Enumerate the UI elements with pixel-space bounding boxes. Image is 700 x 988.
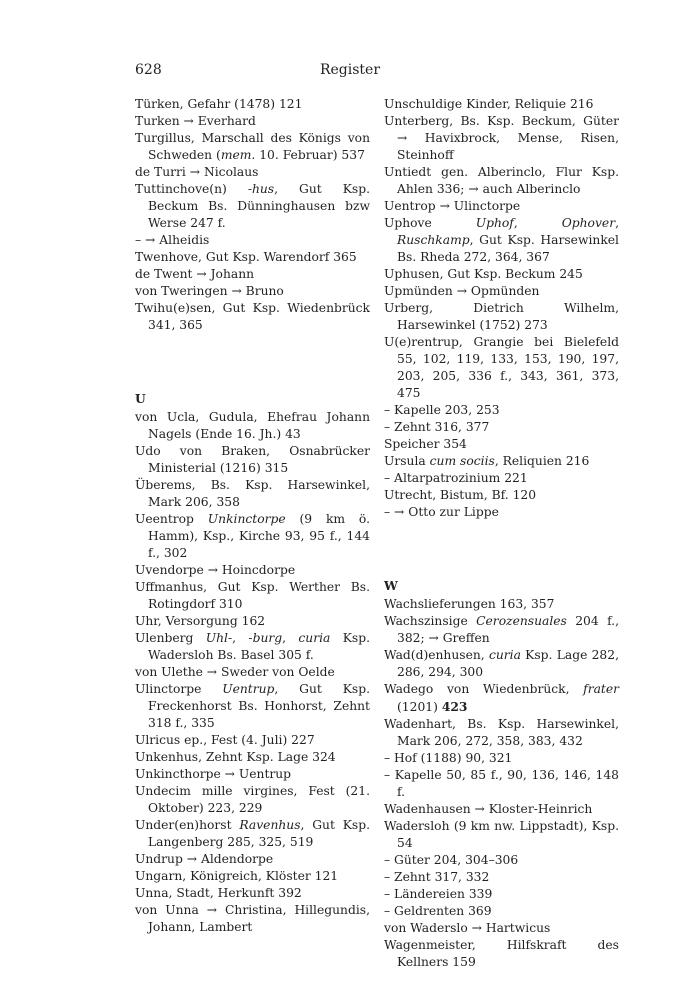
running-head: Register xyxy=(319,62,381,78)
index-entry: Ulinctorpe Uentrup, Gut Ksp. Freckenhorst Bs. Honhorst, Zehnt 318 f., 335 xyxy=(135,682,370,730)
index-entry: Ulricus ep., Fest (4. Juli) 227 xyxy=(135,733,315,747)
index-entry: Uphusen, Gut Ksp. Beckum 245 xyxy=(384,267,583,281)
index-entry: Wadego von Wiedenbrück, frater (1201) 423 xyxy=(384,682,619,714)
index-entry: – Güter 204, 304–306 xyxy=(384,853,519,867)
index-entry: von Ulethe → Sweder von Oelde xyxy=(135,665,335,679)
index-entry: – Ländereien 339 xyxy=(384,887,493,901)
index-entry: von Waderslo → Hartwicus xyxy=(384,921,551,935)
index-entry: von Ucla, Gudula, Ehefrau Johann Nagels (Ende 16. Jh.) 43 xyxy=(135,410,370,441)
index-entry: Wad(d)enhusen, curia Ksp. Lage 282, 286, 294, 300 xyxy=(384,648,619,679)
index-entry: Überems, Bs. Ksp. Harsewinkel, Mark 206, 358 xyxy=(135,478,370,509)
index-entry: – → Alheidis xyxy=(135,233,210,247)
index-entry: Wadenhausen → Kloster-Heinrich xyxy=(384,802,593,816)
index-entry: Ursula cum sociis, Reliquien 216 xyxy=(384,454,590,468)
index-entry: Ueentrop Unkinctorpe (9 km ö. Hamm), Ksp., Kirche 93, 95 f., 144 f., 302 xyxy=(135,512,370,560)
index-entry: Wagenmeister, Hilfskraft des Kellners 159 xyxy=(384,938,619,969)
index-entry: Uphove Uphof, Ophover, Ruschkamp, Gut Ksp. Harsewinkel Bs. Rheda 272, 364, 367 xyxy=(384,216,619,264)
index-entry: Ulenberg Uhl-, -burg, curia Ksp. Wadersloh Bs. Basel 305 f. xyxy=(135,631,370,662)
index-entry: von Unna → Christina, Hillegundis, Johann, Lambert xyxy=(135,903,370,934)
index-entry: U(e)rentrup, Grangie bei Bielefeld 55, 102, 119, 133, 153, 190, 197, 203, 205, 336 f., 343, 361, 373, 475 xyxy=(384,335,619,400)
index-entry: Uentrop → Ulinctorpe xyxy=(384,199,521,213)
index-entry: Urberg, Dietrich Wilhelm, Harsewinkel (1752) 273 xyxy=(384,301,619,332)
index-entry: Türken, Gefahr (1478) 121 xyxy=(135,97,303,111)
index-entry: de Twent → Johann xyxy=(135,267,255,281)
index-entry: Undecim mille virgines, Fest (21. Oktober) 223, 229 xyxy=(135,784,370,815)
index-entry: – Kapelle 203, 253 xyxy=(384,403,500,417)
index-entry: Unschuldige Kinder, Reliquie 216 xyxy=(384,97,594,111)
index-entry: de Turri → Nicolaus xyxy=(135,165,259,179)
index-entry: Twihu(e)sen, Gut Ksp. Wiedenbrück 341, 365 xyxy=(135,301,370,332)
section-letter-heading: W xyxy=(384,578,398,593)
index-entry: Ungarn, Königreich, Klöster 121 xyxy=(135,869,339,883)
index-entry: Uhr, Versorgung 162 xyxy=(135,614,266,628)
index-entry: Utrecht, Bistum, Bf. 120 xyxy=(384,488,537,502)
index-entry: Unkincthorpe → Uentrup xyxy=(135,767,292,781)
section-letter-heading: U xyxy=(135,391,146,406)
index-entry: Untiedt gen. Alberinclo, Flur Ksp. Ahlen 336; → auch Alberinclo xyxy=(384,165,619,196)
index-entry: Twenhove, Gut Ksp. Warendorf 365 xyxy=(135,250,357,264)
index-entry: Udo von Braken, Osnabrücker Ministerial (1216) 315 xyxy=(135,444,370,475)
index-entry: Unterberg, Bs. Ksp. Beckum, Güter → Havixbrock, Mense, Risen, Steinhoff xyxy=(384,114,619,162)
section-gap xyxy=(384,521,619,549)
index-entry: Under(en)horst Ravenhus, Gut Ksp. Langenberg 285, 325, 519 xyxy=(135,818,370,849)
index-entry: Uvendorpe → Hoincdorpe xyxy=(135,563,296,577)
index-entry: Upmünden → Opmünden xyxy=(384,284,540,298)
index-entry: – → Otto zur Lippe xyxy=(384,505,499,519)
index-entry: – Kapelle 50, 85 f., 90, 136, 146, 148 f. xyxy=(384,768,619,799)
index-entry: von Tweringen → Bruno xyxy=(135,284,284,298)
index-entry: Wachslieferungen 163, 357 xyxy=(384,597,555,611)
index-entry: Turken → Everhard xyxy=(135,114,256,128)
index-entry: Speicher 354 xyxy=(384,437,467,451)
section-gap xyxy=(135,334,370,362)
index-entry: Wachszinsige Cerozensuales 204 f., 382; → Greffen xyxy=(384,614,619,645)
index-entry: – Geldrenten 369 xyxy=(384,904,492,918)
left-column xyxy=(135,96,370,936)
page-number: 628 xyxy=(135,62,162,78)
right-column xyxy=(384,96,619,971)
index-entry: – Hof (1188) 90, 321 xyxy=(384,751,513,765)
index-entry: Unkenhus, Zehnt Ksp. Lage 324 xyxy=(135,750,336,764)
index-entry: Unna, Stadt, Herkunft 392 xyxy=(135,886,302,900)
section-gap xyxy=(135,362,370,390)
section-gap xyxy=(384,549,619,577)
index-entry: – Zehnt 316, 377 xyxy=(384,420,490,434)
index-entry: Wadersloh (9 km nw. Lippstadt), Ksp. 54 xyxy=(384,819,619,850)
index-entry: Tuttinchove(n) -hus, Gut Ksp. Beckum Bs. Dünninghausen bzw Werse 247 f. xyxy=(135,182,370,230)
index-entry: Uffmanhus, Gut Ksp. Werther Bs. Rotingdorf 310 xyxy=(135,580,370,611)
index-entry: – Altarpatrozinium 221 xyxy=(384,471,528,485)
index-entry: Turgillus, Marschall des Königs von Schweden (mem. 10. Februar) 537 xyxy=(135,131,370,162)
index-entry: Undrup → Aldendorpe xyxy=(135,852,274,866)
index-entry: – Zehnt 317, 332 xyxy=(384,870,490,884)
index-entry: Wadenhart, Bs. Ksp. Harsewinkel, Mark 206, 272, 358, 383, 432 xyxy=(384,717,619,748)
